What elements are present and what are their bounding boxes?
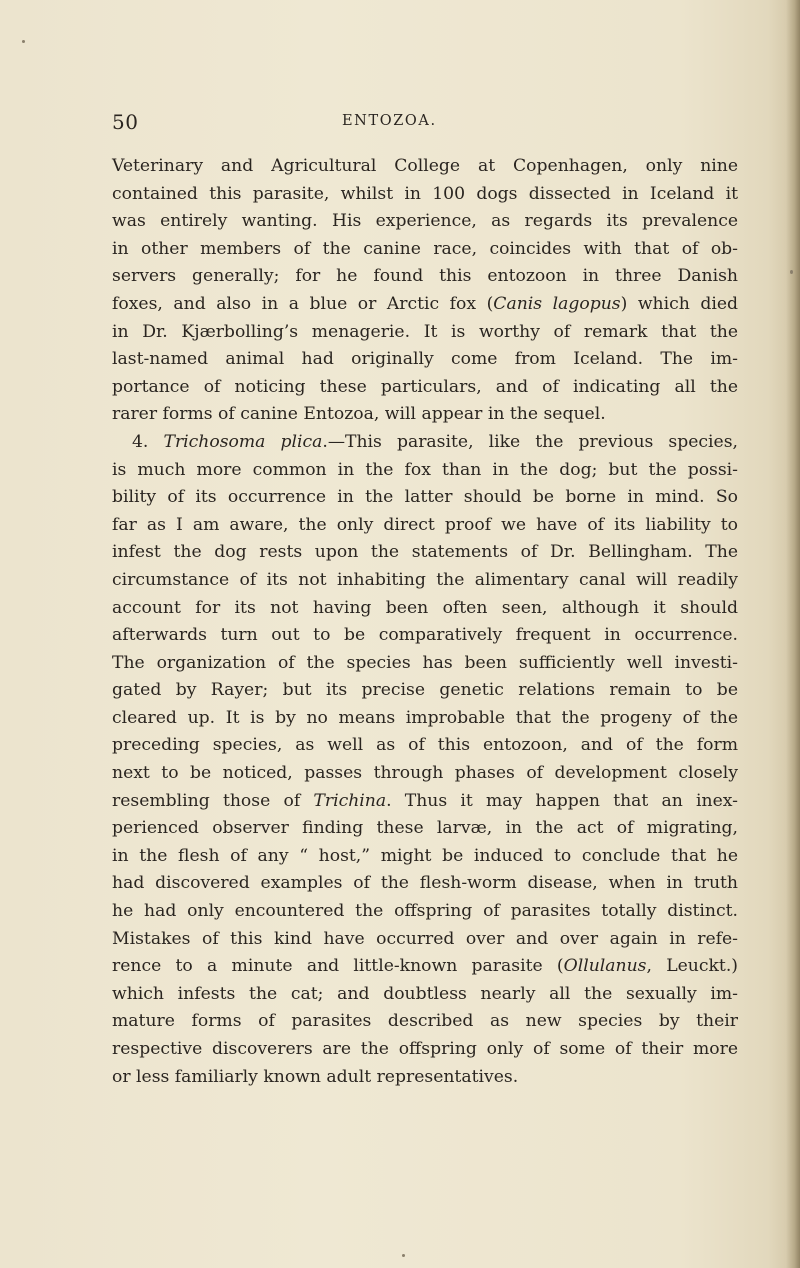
text-line: infest the dog rests upon the statements of Dr. Bellingham. The	[112, 542, 738, 563]
paper-spot	[22, 40, 25, 43]
text-line: next to be noticed, passes through phases of development closely	[112, 763, 738, 784]
page-edge-shadow	[786, 0, 800, 1268]
text-line: The organization of the species has been sufficiently well investi-	[112, 652, 738, 673]
running-title: ENTOZOA.	[342, 113, 437, 129]
text-line: was entirely wanting. His experience, as regards its prevalence	[112, 211, 738, 232]
text-line: last-named animal had originally come from Iceland. The im-	[112, 349, 738, 370]
text-line: rence to a minute and little-known parasite (Ollulanus, Leuckt.)	[112, 956, 738, 977]
text-line: which infests the cat; and doubtless nearly all the sexually im-	[112, 983, 738, 1004]
text-line: in the flesh of any “ host,” might be induced to conclude that he	[112, 845, 738, 866]
text-line: had discovered examples of the flesh-worm disease, when in truth	[112, 873, 738, 894]
paper-spot	[402, 1254, 405, 1257]
text-line: Mistakes of this kind have occurred over and over again in refe-	[112, 928, 738, 949]
text-line: respective discoverers are the offspring only of some of their more	[112, 1039, 738, 1059]
text-line: far as I am aware, the only direct proof we have of its liability to	[112, 514, 738, 535]
text-line: in Dr. Kjærbolling’s menagerie. It is worthy of remark that the	[112, 321, 738, 342]
text-line: servers generally; for he found this entozoon in three Danish	[112, 266, 738, 287]
text-line: is much more common in the fox than in the dog; but the possi-	[112, 459, 738, 480]
text-line: Veterinary and Agricultural College at Copenhagen, only nine	[112, 156, 738, 176]
text-line: afterwards turn out to be comparatively frequent in occurrence.	[112, 625, 738, 646]
text-line: 4. Trichosoma plica.—This parasite, like the previous species,	[132, 431, 738, 452]
text-line: account for its not having been often seen, although it should	[112, 597, 738, 618]
text-line: cleared up. It is by no means improbable that the progeny of the	[112, 707, 738, 728]
text-line: mature forms of parasites described as new species by their	[112, 1011, 738, 1032]
text-line: perienced observer finding these larvæ, in the act of migrating,	[112, 818, 738, 839]
text-line: rarer forms of canine Entozoa, will appear in the sequel.	[112, 404, 606, 425]
text-line: bility of its occurrence in the latter should be borne in mind. So	[112, 487, 738, 508]
text-line: in other members of the canine race, coincides with that of ob-	[112, 238, 738, 259]
page-header	[112, 110, 712, 136]
text-line: contained this parasite, whilst in 100 dogs dissected in Iceland it	[112, 183, 738, 204]
text-line: preceding species, as well as of this entozoon, and of the form	[112, 735, 738, 756]
paper-spot	[790, 270, 793, 274]
text-line: foxes, and also in a blue or Arctic fox (Canis lagopus) which died	[112, 293, 738, 314]
text-line: or less familiarly known adult representatives.	[112, 1066, 519, 1087]
page-number: 50	[112, 110, 139, 134]
text-line: gated by Rayer; but its precise genetic relations remain to be	[112, 680, 738, 701]
text-line: he had only encountered the offspring of parasites totally distinct.	[112, 901, 738, 922]
text-line: circumstance of its not inhabiting the alimentary canal will readily	[112, 569, 738, 590]
body-text	[112, 153, 738, 1091]
text-line: resembling those of Trichina. Thus it may happen that an inex-	[112, 790, 738, 811]
text-line: portance of noticing these particulars, and of indicating all the	[112, 376, 738, 397]
